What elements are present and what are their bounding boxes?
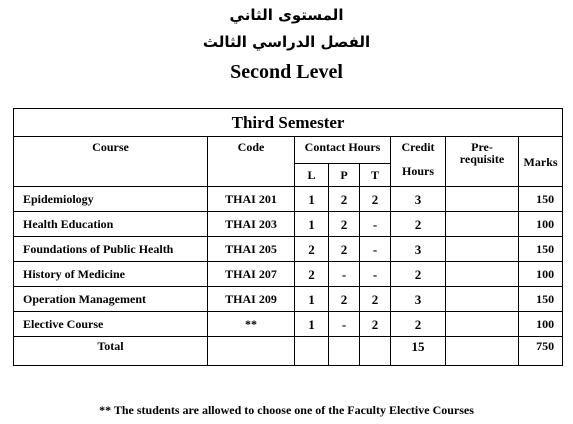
marks: 150 [519,287,563,312]
table-row [14,187,563,212]
practical-hours: 2 [329,187,360,212]
prerequisite [446,262,519,287]
table-row [14,212,563,237]
practical-hours: 2 [329,237,360,262]
lecture-hours: 1 [295,312,329,337]
header-tutorial: T [360,164,391,187]
header-marks: Marks [519,137,563,187]
tutorial-hours: - [360,237,391,262]
tutorial-hours: - [360,262,391,287]
lecture-hours: 1 [295,287,329,312]
table-row [14,287,563,312]
practical-hours: 2 [329,212,360,237]
credit-hours: 3 [391,237,446,262]
tutorial-hours: 2 [360,287,391,312]
lecture-hours: 2 [295,237,329,262]
practical-hours: - [329,262,360,287]
credit-hours: 2 [391,312,446,337]
course-name: Elective Course [14,312,208,337]
header-contact-hours: Contact Hours [295,137,391,164]
table-row [14,262,563,287]
lecture-hours: 2 [295,262,329,287]
total-row [14,337,563,366]
total-credit-hours: 15 [391,337,446,366]
course-code: THAI 205 [208,237,295,262]
lecture-hours: 1 [295,212,329,237]
credit-hours: 3 [391,187,446,212]
marks: 100 [519,312,563,337]
practical-hours: 2 [329,287,360,312]
tutorial-hours: 2 [360,187,391,212]
table-row [14,312,563,337]
marks: 100 [519,262,563,287]
arabic-level-title: المستوى الثاني [229,6,344,24]
prerequisite [446,237,519,262]
practical-hours: - [329,312,360,337]
header-practical: P [329,164,360,187]
tutorial-hours: - [360,212,391,237]
header-lecture: L [295,164,329,187]
header-course: Course [14,137,208,187]
tutorial-hours: 2 [360,312,391,337]
header-credit-hours: Credit Hours [391,137,446,187]
total-marks: 750 [519,337,563,366]
table-row [14,237,563,262]
lecture-hours: 1 [295,187,329,212]
total-empty-cell [208,337,295,366]
course-code: THAI 203 [208,212,295,237]
course-table [13,108,563,366]
course-code: THAI 209 [208,287,295,312]
total-empty-cell [446,337,519,366]
prerequisite [446,312,519,337]
prerequisite [446,187,519,212]
prerequisite [446,212,519,237]
course-name: History of Medicine [14,262,208,287]
total-empty-cell [295,337,329,366]
marks: 150 [519,237,563,262]
course-code: THAI 207 [208,262,295,287]
total-empty-cell [329,337,360,366]
credit-hours: 2 [391,262,446,287]
level-title: Second Level [230,61,343,83]
course-name: Health Education [14,212,208,237]
semester-heading: Third Semester [14,109,563,137]
course-name: Operation Management [14,287,208,312]
course-code: THAI 201 [208,187,295,212]
credit-hours: 2 [391,212,446,237]
header-code: Code [208,137,295,187]
arabic-semester-title: الفصل الدراسي الثالث [202,33,371,51]
credit-hours: 3 [391,287,446,312]
marks: 100 [519,212,563,237]
total-empty-cell [360,337,391,366]
course-name: Epidemiology [14,187,208,212]
marks: 150 [519,187,563,212]
course-name: Foundations of Public Health [14,237,208,262]
footnote: ** The students are allowed to choose one of the Faculty Elective Courses [99,403,474,417]
prerequisite [446,287,519,312]
header-prerequisite: Pre- requisite [446,137,519,187]
total-label: Total [14,337,208,366]
course-code: ** [208,312,295,337]
